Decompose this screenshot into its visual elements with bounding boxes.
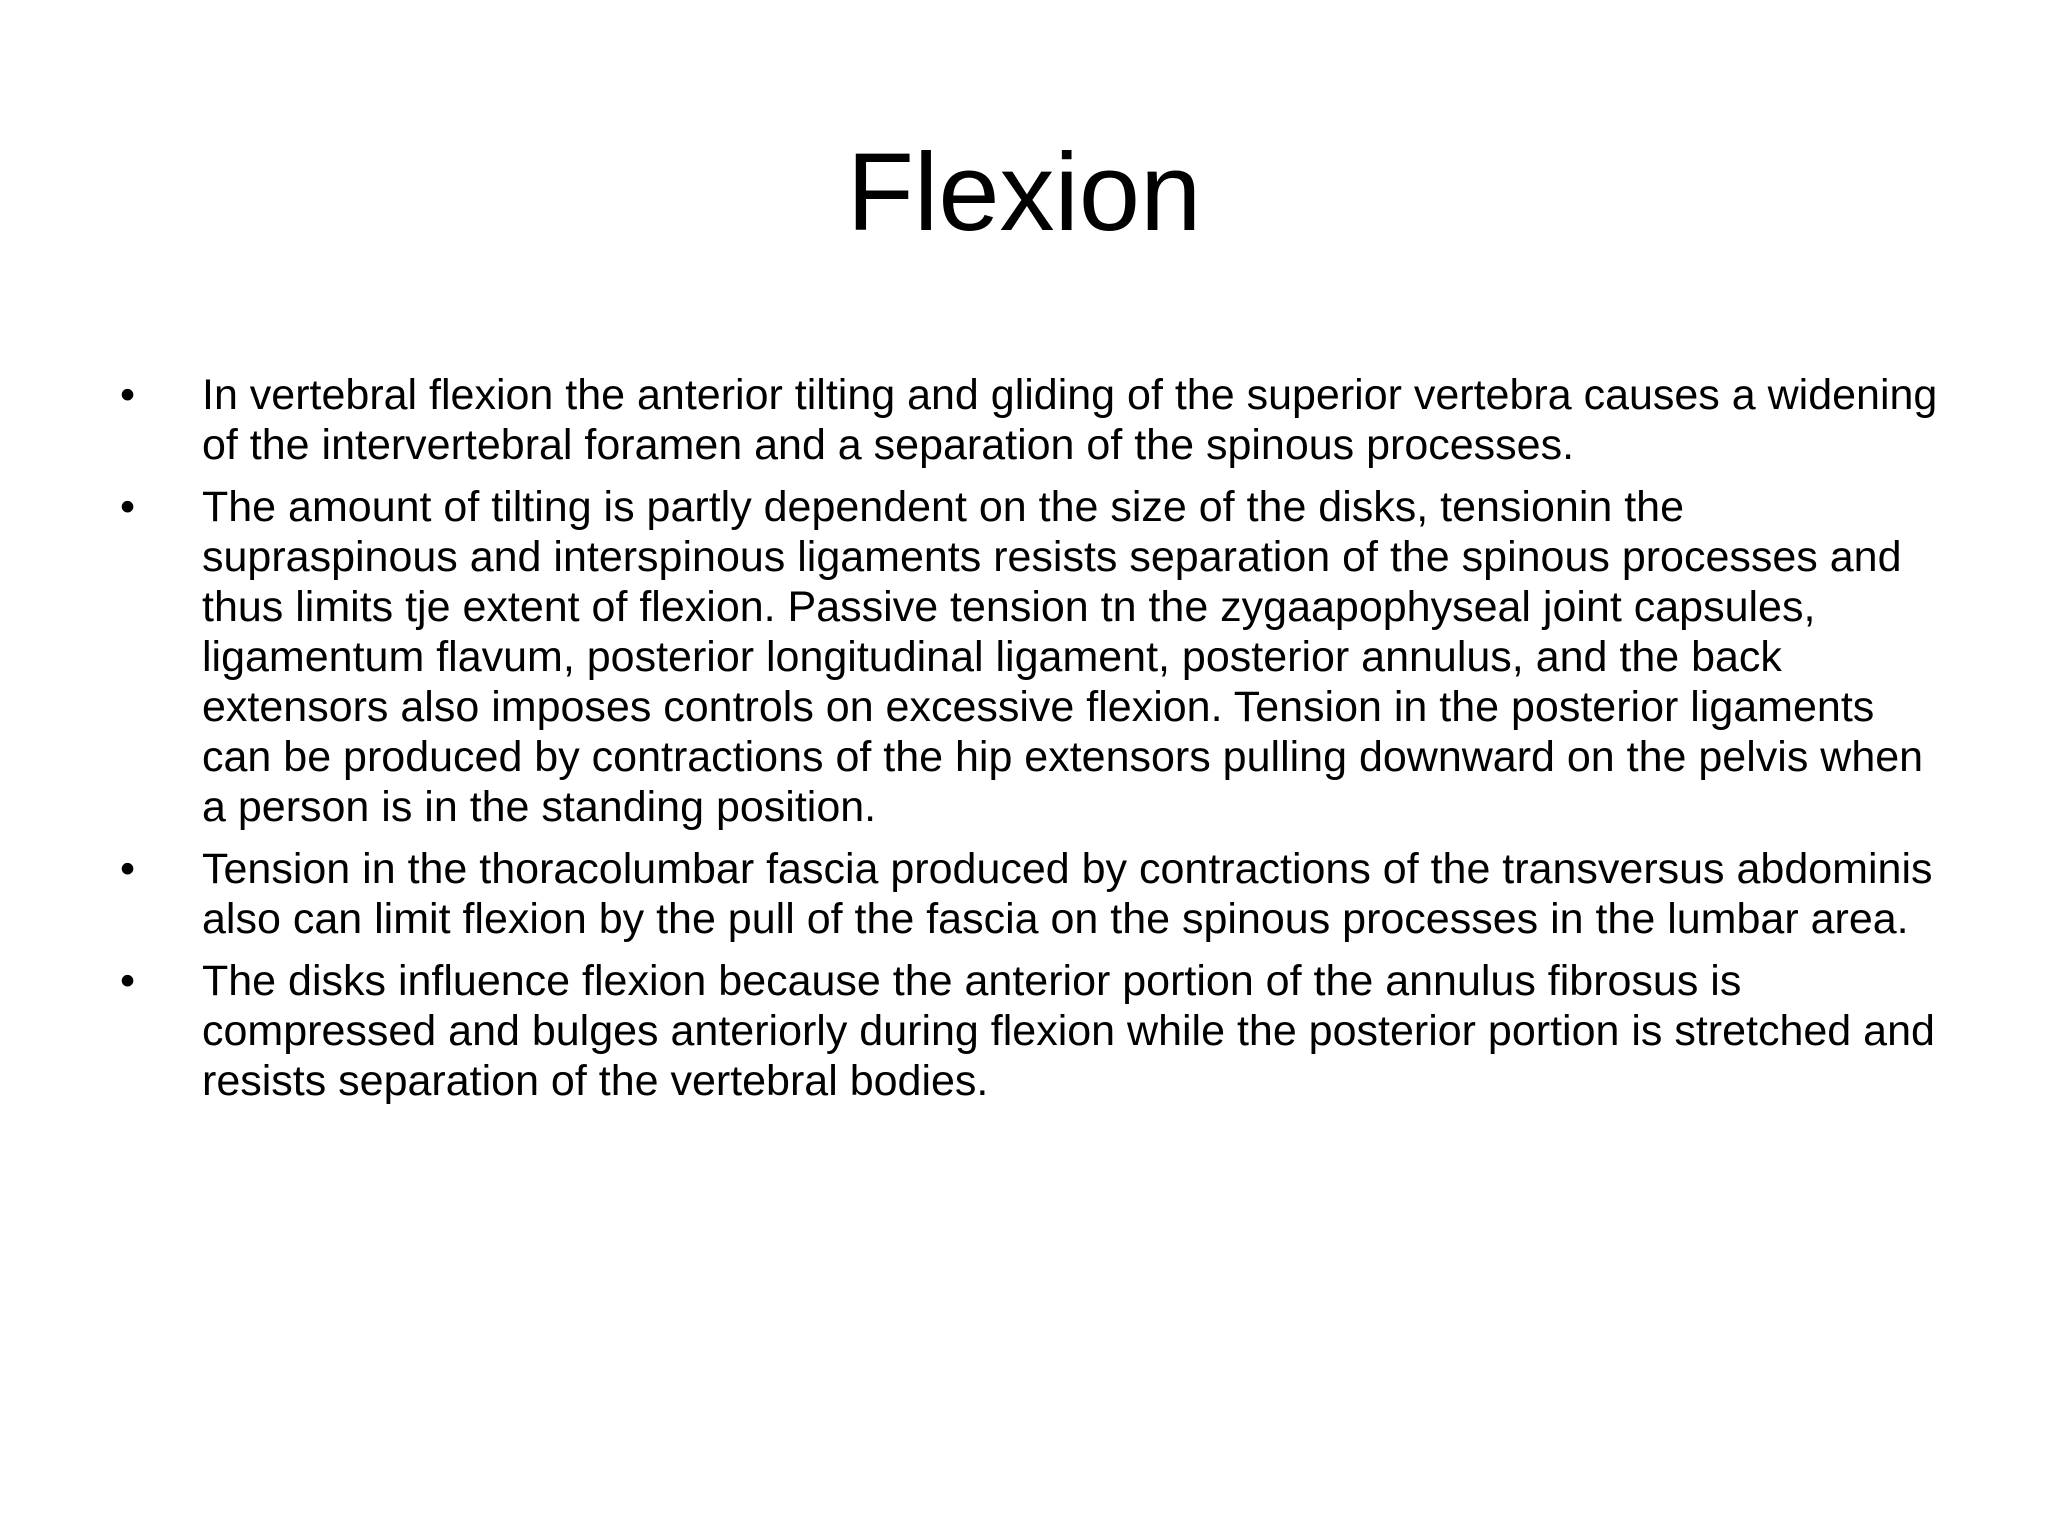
bullet-item [120,370,1950,470]
bullet-item [120,956,1950,1106]
bullet-text: In vertebral flexion the anterior tilting and gliding of the superior vertebra causes a widening of the intervertebral foramen and a separation of the spinous processes. [202,371,1938,469]
bullet-text: Tension in the thoracolumbar fascia produced by contractions of the transversus abdominis also can limit flexion by the pull of the fascia on the spinous processes in the lumbar area. [202,845,1933,943]
bullet-dot: • [120,483,136,531]
bullet-text: The amount of tilting is partly dependent on the size of the disks, tensionin the supraspinous and interspinous ligaments resists separation of the spinous processes and thus limits tje extent of flexion. Passive tension tn the zygaapophyseal joint capsules, ligamentum flavum, posterior longitudinal ligament, posterior annulus, and the back extensors also imposes controls on excessive flexion. Tension in the posterior ligaments can be produced by contractions of the hip extensors pulling downward on the pelvis when a person is in the standing position. [202,483,1924,831]
bullet-item [120,482,1950,832]
bullet-list [120,370,1950,1118]
bullet-text: The disks influence flexion because the anterior portion of the annulus fibrosus is compressed and bulges anteriorly during flexion while the posterior portion is stretched and resists separation of the vertebral bodies. [202,957,1935,1105]
bullet-item [120,844,1950,944]
bullet-dot: • [120,845,136,893]
bullet-dot: • [120,957,136,1005]
bullet-dot: • [120,371,136,419]
slide-title: Flexion [846,131,1202,254]
